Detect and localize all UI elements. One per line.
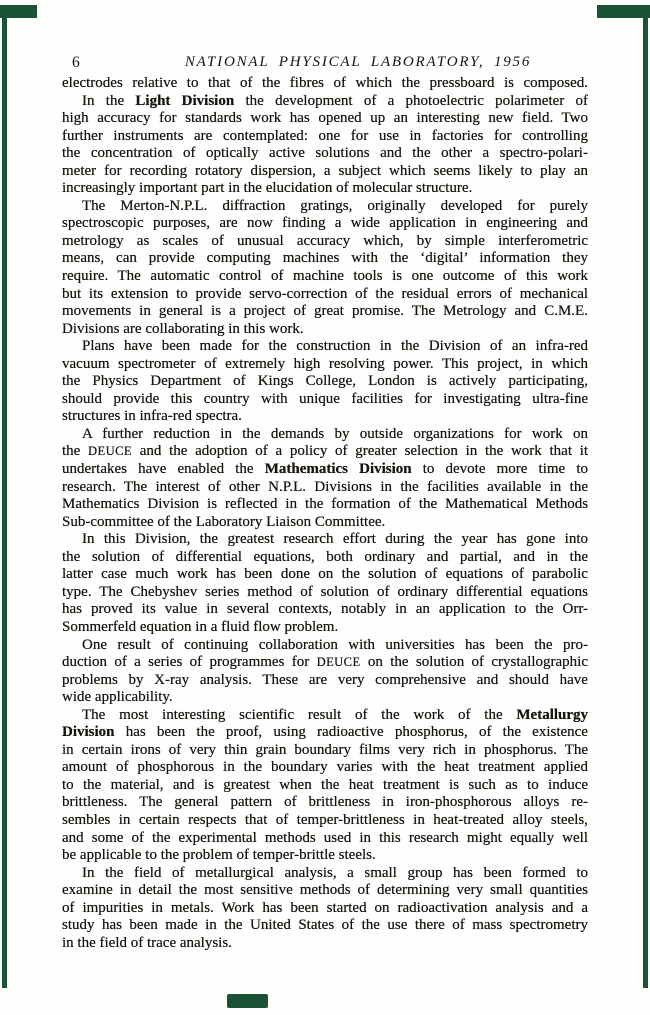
paragraph xyxy=(62,338,588,426)
text-line: The most interesting scientific result of the work of the Metallurgy xyxy=(82,706,589,723)
text-line: Sommerfeld equation in a fluid flow problem. xyxy=(62,618,339,635)
bold-text: Light Division xyxy=(135,92,235,109)
text-line: high accuracy for standards work has opened up an interesting new field. Two xyxy=(62,110,588,127)
text-line: problems by X-ray analysis. These are very comprehensive and should have xyxy=(62,671,588,688)
text-line: amount of phosphorous in the boundary varies with the heat treatment applied xyxy=(62,759,588,776)
text-line: spectroscopic purposes, are now finding a wide application in engineering and xyxy=(62,215,588,232)
text-line: increasingly important part in the elucidation of molecular structure. xyxy=(62,180,473,197)
paragraph xyxy=(62,426,588,531)
text-line: the concentration of optically active solutions and the other a spectro-polari- xyxy=(62,145,588,162)
text-line: duction of a series of programmes for DEUCE on the solution of crystallographic xyxy=(62,654,589,671)
scan-artifact-bottom xyxy=(227,994,268,1008)
text-line: has proved its value in several contexts, notably in an application to the Orr- xyxy=(62,601,589,618)
text-line: should provide this country with unique facilities for investigating ultra-fine xyxy=(62,390,589,407)
text-line: vacuum spectrometer of extremely high resolving power. This project, in which xyxy=(62,355,589,372)
paragraph xyxy=(62,93,588,198)
text-line: in certain irons of very thin grain boundary films very rich in phosphorus. The xyxy=(62,741,589,758)
text-line: to the material, and is greatest when the heat treatment is such as to induce xyxy=(62,776,589,793)
text-line: but its extension to provide servo-correction of the residual errors of mechanical xyxy=(62,285,589,302)
text-line: electrodes relative to that of the fibres of which the pressboard is composed. xyxy=(62,75,589,91)
text-line: Mathematics Division is reflected in the formation of the Mathematical Methods xyxy=(62,496,589,513)
scan-artifact-right-edge xyxy=(643,17,648,988)
text-line: the Physics Department of Kings College, London is actively participating, xyxy=(62,373,588,390)
text-line: structures in infra-red spectra. xyxy=(62,408,242,425)
page-number: 6 xyxy=(72,54,80,71)
text-line: In the Light Division the development of a photoelectric polarimeter of xyxy=(82,92,589,109)
small-caps-text: DEUCE xyxy=(316,655,361,670)
text-line: wide applicability. xyxy=(62,689,173,706)
text-line: Divisions are collaborating in this work. xyxy=(62,320,304,337)
paragraph xyxy=(62,531,588,636)
text-line: type. The Chebyshev series method of solution of ordinary differential equations xyxy=(62,583,589,600)
paragraph xyxy=(62,707,588,865)
bold-text: Division xyxy=(62,724,115,741)
text-line: the solution of differential equations, both ordinary and partial, and in the xyxy=(62,548,588,565)
text-line: of impurities in metals. Work has been started on radioactivation analysis and a xyxy=(62,899,588,916)
paragraph xyxy=(62,637,588,707)
scan-artifact-left-edge xyxy=(2,17,7,988)
small-caps-text: DEUCE xyxy=(88,444,133,459)
text-line: in the field of trace analysis. xyxy=(62,934,232,951)
text-line: examine in detail the most sensitive methods of determining very small quantities xyxy=(62,882,588,899)
text-line: Sub-committee of the Laboratory Liaison Committee. xyxy=(62,513,386,530)
text-line: be applicable to the problem of temper-brittle steels. xyxy=(62,847,376,864)
text-line: In the field of metallurgical analysis, a small group has been formed to xyxy=(82,864,589,881)
text-line: undertakes have enabled the Mathematics Division to devote more time to xyxy=(62,461,588,478)
text-line: The Merton-N.P.L. diffraction gratings, originally developed for purely xyxy=(82,197,588,214)
text-line: means, can provide computing machines with the ‘digital’ information they xyxy=(62,250,588,267)
paragraph xyxy=(62,198,588,338)
text-line: Plans have been made for the construction in the Division of an infra-red xyxy=(82,338,589,355)
text-line: require. The automatic control of machine tools is one outcome of this work xyxy=(62,268,589,285)
page-header xyxy=(62,54,588,74)
text-line: One result of continuing collaboration with universities has been the pro- xyxy=(82,636,588,653)
text-line: In this Division, the greatest research effort during the year has gone into xyxy=(82,531,589,548)
text-line: sembles in certain respects that of temper-brittleness in heat-treated alloy steels, xyxy=(62,811,589,828)
text-line: metrology as scales of unusual accuracy which, by simple interferometric xyxy=(62,232,589,249)
text-line: latter case much work has been done on the solution of equations of parabolic xyxy=(62,566,588,583)
text-line: movements in general is a project of great promise. The Metrology and C.M.E. xyxy=(62,303,588,320)
running-head-title: NATIONAL PHYSICAL LABORATORY, 1956 xyxy=(184,54,532,70)
text-line: Division has been the proof, using radioactive phosphorus, of the existence xyxy=(62,724,588,741)
text-line: further instruments are contemplated: one for use in factories for controlling xyxy=(62,127,588,144)
text-line: A further reduction in the demands by outside organizations for work on xyxy=(82,425,589,442)
text-line: research. The interest of other N.P.L. Divisions in the facilities available in the xyxy=(62,478,588,495)
bold-text: Mathematics Division xyxy=(264,461,412,478)
page-text xyxy=(62,75,588,952)
text-line: study has been made in the United States of the use there of mass spectrometry xyxy=(62,917,588,934)
text-line: meter for recording rotatory dispersion, a subject which seems likely to play an xyxy=(62,162,589,179)
bold-text: Metallurgy xyxy=(516,706,589,723)
paragraph xyxy=(62,865,588,953)
text-line: and some of the experimental methods used in this research might equally well xyxy=(62,829,588,846)
paragraph xyxy=(62,75,588,93)
text-line: the DEUCE and the adoption of a policy of greater selection in the work that it xyxy=(62,443,589,460)
text-line: brittleness. The general pattern of brittleness in iron-phosphorous alloys re- xyxy=(62,794,588,811)
